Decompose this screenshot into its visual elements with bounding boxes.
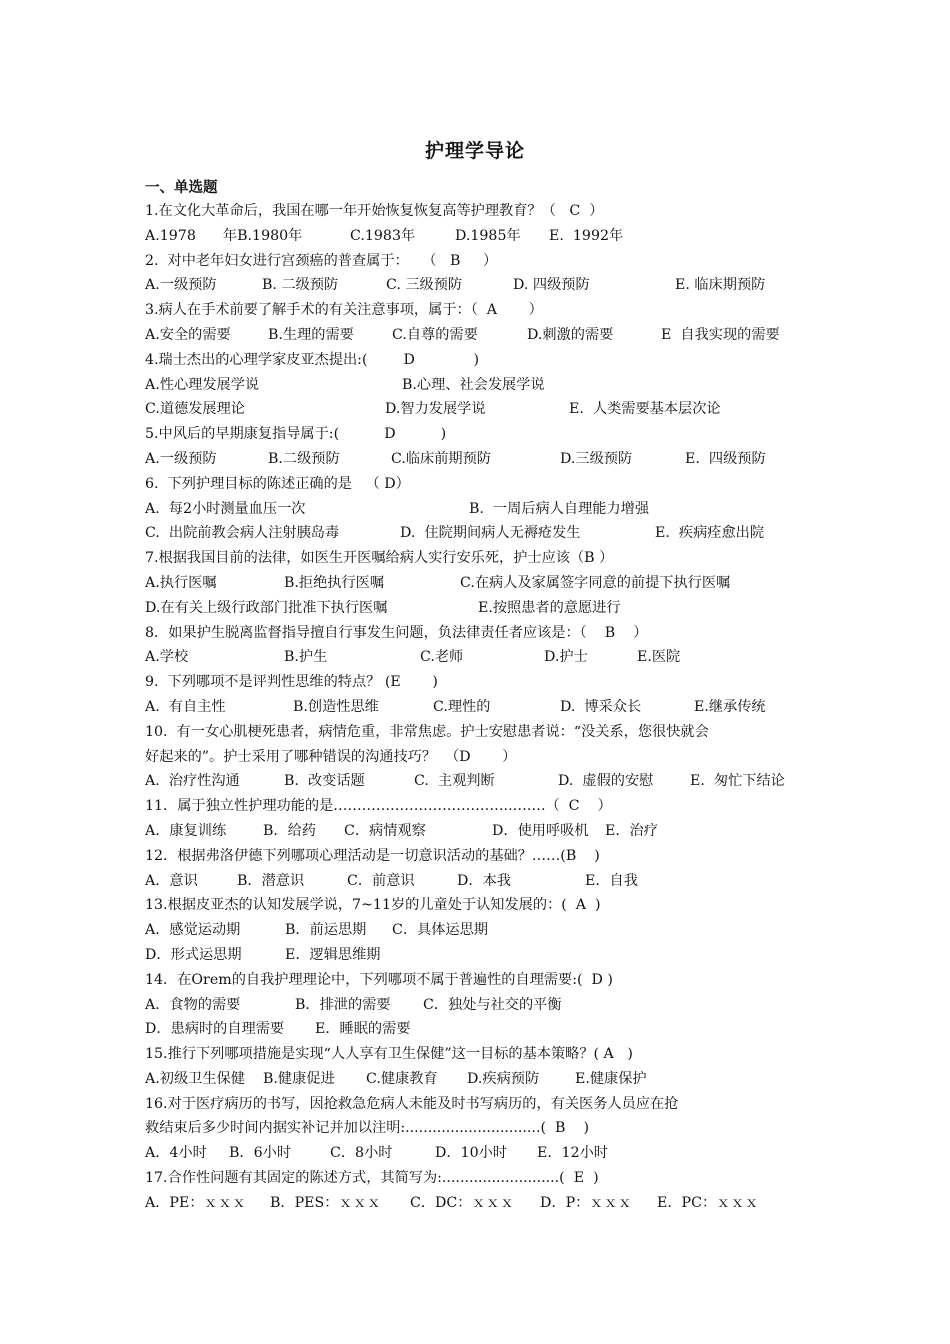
answer-option: A.执行医嘱 bbox=[145, 574, 217, 591]
answer-option: B.心理、社会发展学说 bbox=[402, 376, 545, 393]
answer-option: E. 四级预防 bbox=[685, 450, 766, 467]
answer-option: D．患病时的自理需要 bbox=[145, 1021, 285, 1038]
answer-option: D. 四级预防 bbox=[513, 277, 590, 294]
answer-option: E 自我实现的需要 bbox=[661, 326, 780, 343]
answer-options-row bbox=[145, 397, 825, 422]
answer-option: B.生理的需要 bbox=[268, 326, 354, 343]
answer-option: C.自尊的需要 bbox=[392, 326, 478, 343]
answer-option: B.拒绝执行医嘱 bbox=[284, 574, 385, 591]
answer-option: A. 治疗性沟通 bbox=[145, 773, 240, 790]
question-text: 14．在Orem的自我护理理论中，下列哪项不属于普遍性的自理需要:( D ) bbox=[145, 971, 613, 988]
answer-option: A．食物的需要 bbox=[145, 996, 241, 1013]
question-list bbox=[145, 199, 825, 1216]
answer-options-row bbox=[145, 571, 825, 596]
answer-option: E.医院 bbox=[637, 649, 681, 666]
answer-option: E. 匆忙下结论 bbox=[690, 773, 785, 790]
answer-option: C．具体运思期 bbox=[392, 922, 488, 939]
answer-option: A．4小时 bbox=[145, 1145, 207, 1162]
answer-options-row bbox=[145, 224, 825, 249]
answer-option: B．前运思期 bbox=[285, 922, 367, 939]
answer-option: C.老师 bbox=[420, 649, 464, 666]
answer-option: D.三级预防 bbox=[560, 450, 633, 467]
question-text: 12．根据弗洛伊德下列哪项心理活动是一切意识活动的基础？……(B ) bbox=[145, 847, 600, 864]
answer-option: C．8小时 bbox=[330, 1145, 393, 1162]
answer-option: A．感觉运动期 bbox=[145, 922, 241, 939]
answer-option: B．排泄的需要 bbox=[295, 996, 391, 1013]
document-title: 护理学导论 bbox=[424, 140, 525, 162]
answer-option: C.道德发展理论 bbox=[145, 401, 245, 418]
answer-options-row bbox=[145, 596, 825, 621]
answer-option: A.性心理发展学说 bbox=[145, 376, 260, 393]
answer-options-row bbox=[145, 447, 825, 472]
answer-options-row bbox=[145, 695, 825, 720]
answer-option: C. 三级预防 bbox=[386, 277, 463, 294]
answer-option: C.1983年 bbox=[350, 227, 416, 244]
answer-option: A.学校 bbox=[145, 649, 189, 666]
answer-option: C.在病人及家属签字同意的前提下执行医嘱 bbox=[460, 574, 731, 591]
section-heading: 一、单选题 bbox=[145, 180, 218, 196]
answer-option: C．DC：ｘｘｘ bbox=[410, 1194, 515, 1211]
answer-options-row bbox=[145, 373, 825, 398]
answer-option: E．自我 bbox=[585, 872, 638, 889]
question-text: 10. 有一女心肌梗死患者，病情危重，非常焦虑。护士安慰患者说：“没关系，您很快就会 bbox=[145, 723, 709, 740]
answer-option: E. 1992年 bbox=[549, 227, 624, 244]
answer-option: C.理性的 bbox=[433, 698, 491, 715]
answer-option: E. 人类需要基本层次论 bbox=[569, 401, 721, 418]
answer-option: C.健康教育 bbox=[366, 1070, 438, 1087]
question-text: 13.根据皮亚杰的认知发展学说，7~11岁的儿童处于认知发展的：( A ) bbox=[145, 897, 601, 914]
answer-option: D.刺激的需要 bbox=[527, 326, 614, 343]
answer-option: D.智力发展学说 bbox=[385, 401, 486, 418]
answer-options-row bbox=[145, 1017, 825, 1042]
answer-option: B．6小时 bbox=[229, 1145, 292, 1162]
answer-option: B.健康促进 bbox=[263, 1070, 335, 1087]
question-text: 好起来的”。护士采用了哪种错误的沟通技巧？ （D ） bbox=[145, 748, 517, 765]
answer-option: C．独处与社交的平衡 bbox=[423, 996, 562, 1013]
question-text: 9. 下列哪项不是评判性思维的特点？ (E ) bbox=[145, 674, 438, 691]
answer-options-row bbox=[145, 645, 825, 670]
answer-option: A．康复训练 bbox=[145, 822, 227, 839]
answer-options-row bbox=[145, 1191, 825, 1216]
question-text: 救结束后多少时间内据实补记并加以注明:..............................( B ) bbox=[145, 1120, 590, 1137]
answer-option: A．意识 bbox=[145, 872, 198, 889]
question-text: 8．如果护生脱离监督指导擅自行事发生问题，负法律责任者应该是：（ B ） bbox=[145, 624, 648, 641]
answer-option: D．形式运思期 bbox=[145, 946, 242, 963]
answer-option: B. 改变话题 bbox=[284, 773, 365, 790]
answer-option: B．潜意识 bbox=[237, 872, 305, 889]
answer-options-row bbox=[145, 521, 825, 546]
answer-option: A.一级预防 bbox=[145, 450, 217, 467]
question-text: 7.根据我国目前的法律，如医生开医嘱给病人实行安乐死，护士应该（B ） bbox=[145, 550, 614, 567]
answer-option: D.疾病预防 bbox=[467, 1070, 540, 1087]
answer-option: A. 每2小时测量血压一次 bbox=[145, 500, 306, 517]
answer-option: E．PC：ｘｘｘ bbox=[657, 1194, 759, 1211]
answer-options-row bbox=[145, 273, 825, 298]
answer-option: E.健康保护 bbox=[575, 1070, 647, 1087]
answer-option: B.二级预防 bbox=[268, 450, 340, 467]
answer-option: A.1978 年B.1980年 bbox=[145, 227, 303, 244]
answer-option: D.1985年 bbox=[455, 227, 521, 244]
answer-options-row bbox=[145, 497, 825, 522]
answer-option: A.一级预防 bbox=[145, 277, 217, 294]
answer-option: B．PES：ｘｘｘ bbox=[270, 1194, 381, 1211]
question-text: 5.中风后的早期康复指导属于:( D ) bbox=[145, 426, 447, 443]
answer-option: C.临床前期预防 bbox=[391, 450, 491, 467]
answer-options-row bbox=[145, 869, 825, 894]
answer-option: A．PE：ｘｘｘ bbox=[145, 1194, 247, 1211]
answer-option: C. 出院前教会病人注射胰岛毒 bbox=[145, 525, 340, 542]
answer-option: A. 有自主性 bbox=[145, 698, 226, 715]
answer-options-row bbox=[145, 993, 825, 1018]
question-text: 3.病人在手术前要了解手术的有关注意事项，属于：（ A ） bbox=[145, 302, 543, 319]
answer-options-row bbox=[145, 918, 825, 943]
answer-option: D．使用呼吸机 bbox=[492, 822, 589, 839]
answer-option: E．治疗 bbox=[605, 822, 658, 839]
answer-option: D．P：ｘｘｘ bbox=[540, 1194, 632, 1211]
question-text: 6. 下列护理目标的陈述正确的是 （ D） bbox=[145, 475, 410, 492]
answer-option: D．本我 bbox=[457, 872, 511, 889]
answer-option: E．逻辑思维期 bbox=[285, 946, 381, 963]
answer-option: B. 一周后病人自理能力增强 bbox=[469, 500, 650, 517]
question-text: 2. 对中老年妇女进行宫颈癌的普查属于： （ B ） bbox=[145, 252, 498, 269]
answer-option: E.按照患者的意愿进行 bbox=[478, 599, 621, 616]
answer-options-row bbox=[145, 1141, 825, 1166]
question-text: 16.对于医疗病历的书写，因抢救急危病人未能及时书写病历的，有关医务人员应在抢 bbox=[145, 1095, 679, 1112]
question-text: 17.合作性问题有其固定的陈述方式，其简写为:..........................( E ) bbox=[145, 1170, 599, 1187]
answer-options-row bbox=[145, 323, 825, 348]
answer-option: D.在有关上级行政部门批准下执行医嘱 bbox=[145, 599, 388, 616]
answer-option: D.护士 bbox=[544, 649, 588, 666]
question-text: 4.瑞士杰出的心理学家皮亚杰提出:( D ) bbox=[145, 351, 480, 368]
answer-option: B．给药 bbox=[263, 822, 316, 839]
answer-option: E. 疾病痊愈出院 bbox=[655, 525, 765, 542]
answer-option: C. 主观判断 bbox=[414, 773, 495, 790]
answer-option: B. 二级预防 bbox=[262, 277, 339, 294]
question-text: 15.推行下列哪项措施是实现“人人享有卫生保健”这一目标的基本策略？( A ) bbox=[145, 1046, 633, 1063]
answer-option: D. 博采众长 bbox=[560, 698, 642, 715]
answer-option: D. 住院期间病人无褥疮发生 bbox=[400, 525, 581, 542]
answer-option: A.安全的需要 bbox=[145, 326, 231, 343]
answer-option: D. 虚假的安慰 bbox=[558, 773, 654, 790]
answer-option: B.护生 bbox=[284, 649, 328, 666]
answer-options-row bbox=[145, 1067, 825, 1092]
question-text: 1.在文化大革命后，我国在哪一年开始恢复恢复高等护理教育？（ C ） bbox=[145, 203, 604, 219]
answer-options-row bbox=[145, 819, 825, 844]
answer-option: B.创造性思维 bbox=[293, 698, 379, 715]
answer-option: E．12小时 bbox=[537, 1145, 608, 1162]
answer-option: E.继承传统 bbox=[694, 698, 766, 715]
question-text: 11．属于独立性护理功能的是………………………………..…….（ C ） bbox=[145, 798, 612, 815]
answer-option: E. 临床期预防 bbox=[675, 277, 766, 294]
answer-option: C．前意识 bbox=[347, 872, 415, 889]
answer-option: A.初级卫生保健 bbox=[145, 1070, 245, 1087]
answer-options-row bbox=[145, 769, 825, 794]
answer-option: D．10小时 bbox=[435, 1145, 507, 1162]
answer-option: C．病情观察 bbox=[344, 822, 426, 839]
answer-options-row bbox=[145, 943, 825, 968]
answer-option: E．睡眠的需要 bbox=[315, 1021, 411, 1038]
